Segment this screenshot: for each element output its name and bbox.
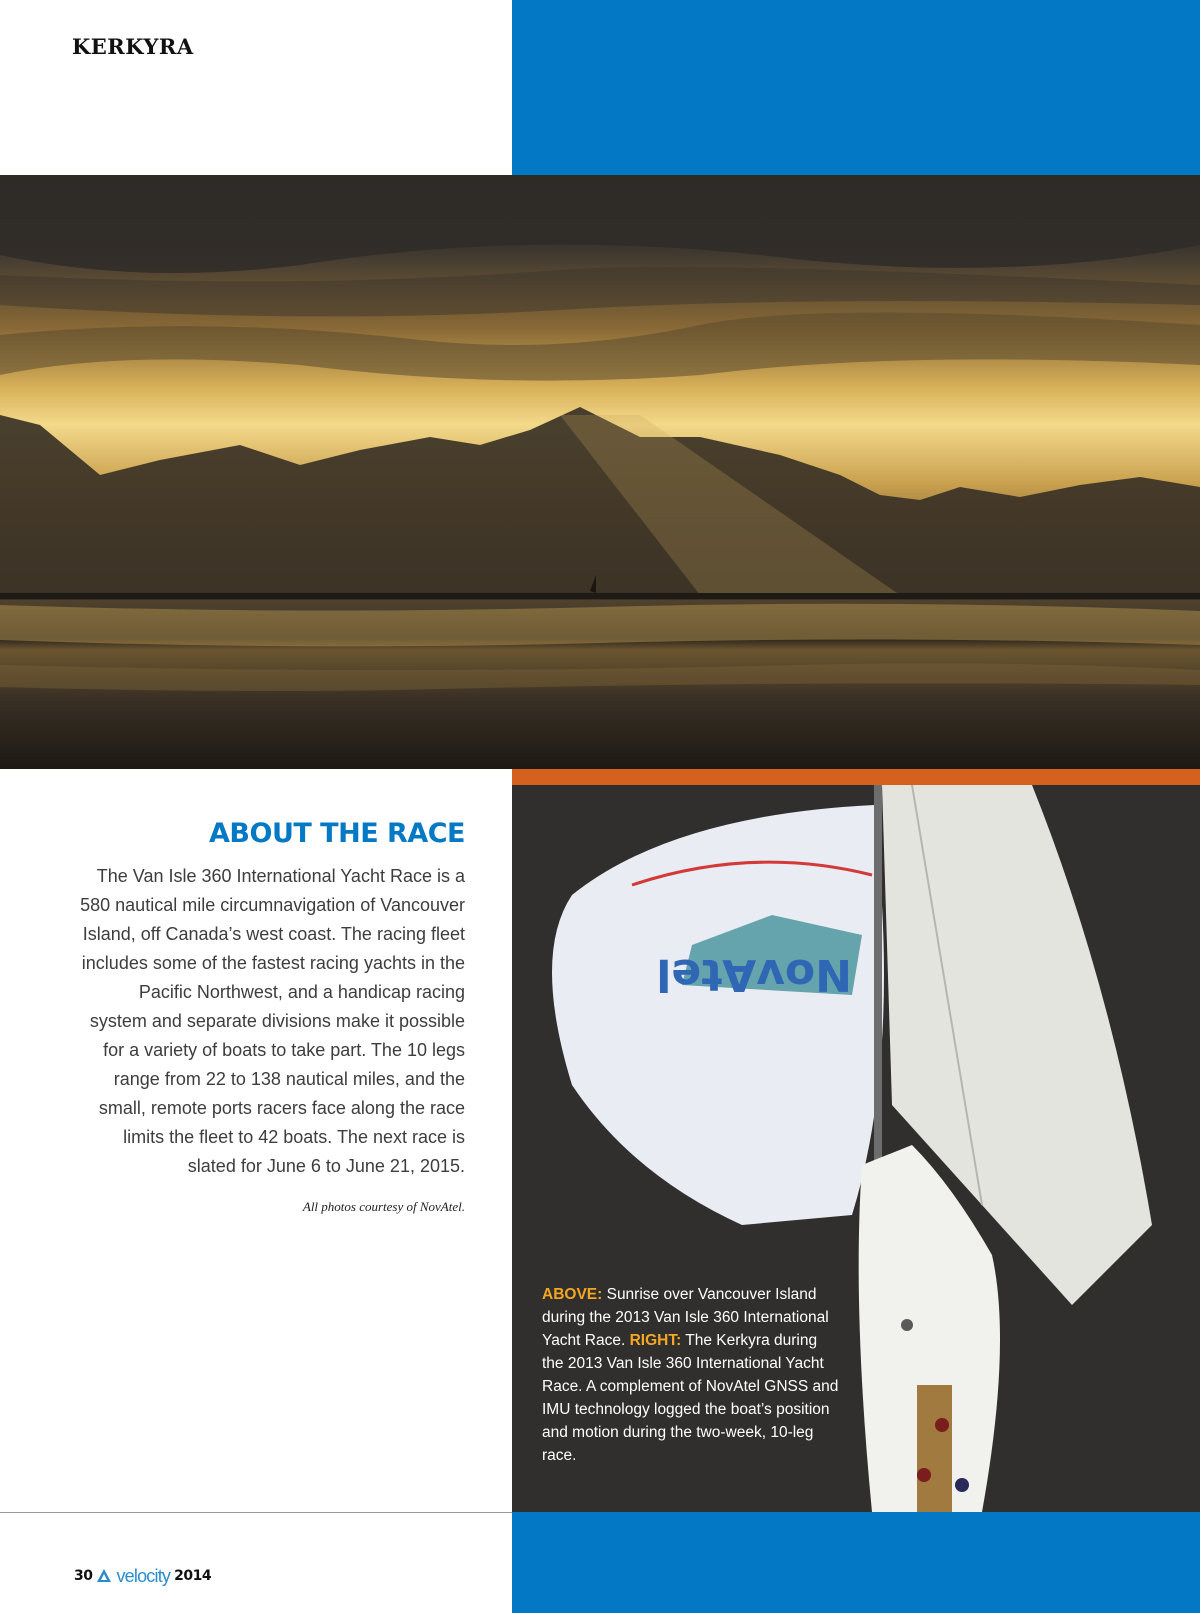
- blue-bottom-block: [512, 1512, 1200, 1613]
- photo-caption: [542, 1283, 842, 1467]
- svg-text:NovAtel: NovAtel: [656, 949, 852, 1000]
- caption-above-text: Sunrise over Vancouver Island during the 2013 Van Isle 360 International Yacht Race.: [542, 1286, 829, 1349]
- article-body: The Van Isle 360 International Yacht Race is a 580 nautical mile circumnavigation of Vancouver Island, off Canada’s west coast. The racing fleet includes some of the fastest racing yachts in the Pacific Northwest, and a handicap racing system and separate divisions make it possible for a variety of boats to take part. The 10 legs range from 22 to 138 nautical miles, and the small, remote ports racers face along the race limits the fleet to 42 boats. The next race is slated for June 6 to June 21, 2015.: [80, 866, 465, 1176]
- page-footer: [74, 1564, 211, 1588]
- sunrise-photo: [0, 175, 1200, 769]
- orange-accent-strip: [512, 769, 1200, 785]
- caption-right-text: The Kerkyra during the 2013 Van Isle 360 International Yacht Race. A complement of NovAtel GNSS and IMU technology logged the boat’s position and motion during the two-week, 10-leg race.: [542, 1332, 839, 1464]
- section-label: KERKYRA: [72, 34, 194, 59]
- magazine-name: velocity: [116, 1565, 171, 1586]
- caption-above-label: ABOVE:: [542, 1286, 603, 1303]
- novatel-logo-icon: [96, 1568, 112, 1584]
- photo-credit: All photos courtesy of NovAtel.: [302, 1199, 465, 1214]
- blue-top-block: [512, 0, 1200, 175]
- article-heading: ABOUT THE RACE: [209, 818, 465, 849]
- footer-rule: [0, 1512, 512, 1513]
- page-number: 30: [74, 1568, 93, 1584]
- issue-year: 2014: [174, 1568, 212, 1584]
- caption-right-label: RIGHT:: [629, 1332, 682, 1349]
